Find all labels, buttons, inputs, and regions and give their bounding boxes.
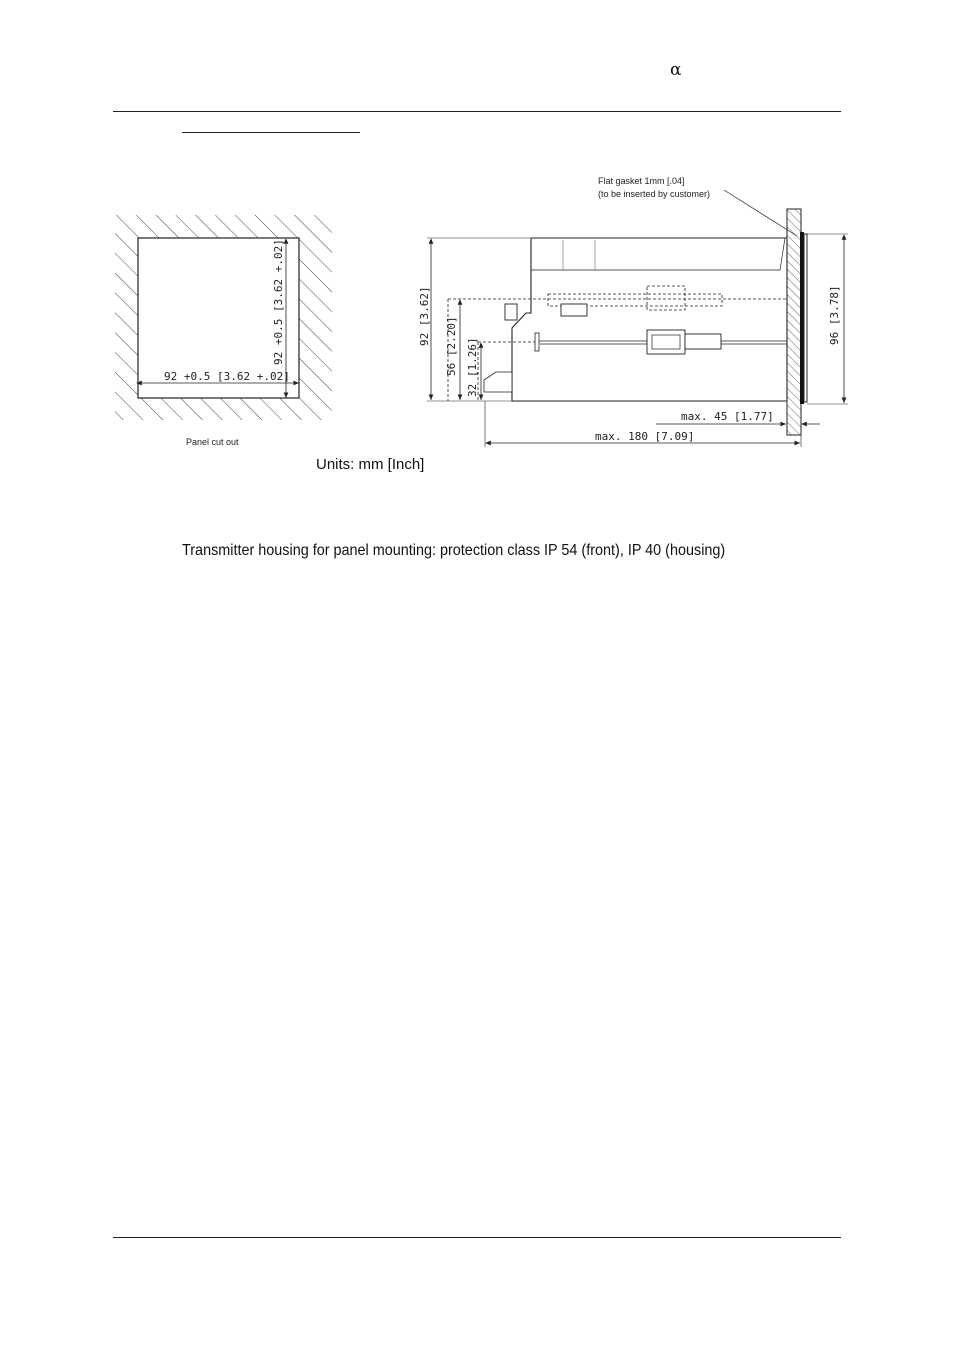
dim-front-96: 96 [3.78] [828, 285, 841, 345]
cutout-height-dimension: 92 +0.5 [3.62 +.02] [272, 239, 285, 365]
gasket-note-line1: Flat gasket 1mm [.04] [598, 176, 685, 186]
dim-height-32: 32 [1.26] [466, 337, 479, 397]
gasket-note-line2: (to be inserted by customer) [598, 189, 711, 199]
footer-rule [113, 1237, 841, 1238]
dim-max-45: max. 45 [1.77] [681, 410, 774, 423]
cutout-width-dimension: 92 +0.5 [3.62 +.02] [164, 370, 290, 383]
panel-cutout-drawing [115, 215, 332, 447]
dim-height-56: 56 [2.20] [445, 316, 458, 376]
units-label: Units: mm [Inch] [316, 456, 425, 473]
dim-max-180: max. 180 [7.09] [595, 430, 695, 443]
header-alpha-symbol: α [670, 60, 682, 80]
panel-cutout-label: Panel cut out [186, 437, 239, 447]
side-view-drawing [418, 176, 848, 447]
dim-height-total: 92 [3.62] [418, 286, 431, 346]
figure-caption: Transmitter housing for panel mounting: protection class IP 54 (front), IP 40 (housing) [182, 542, 726, 559]
